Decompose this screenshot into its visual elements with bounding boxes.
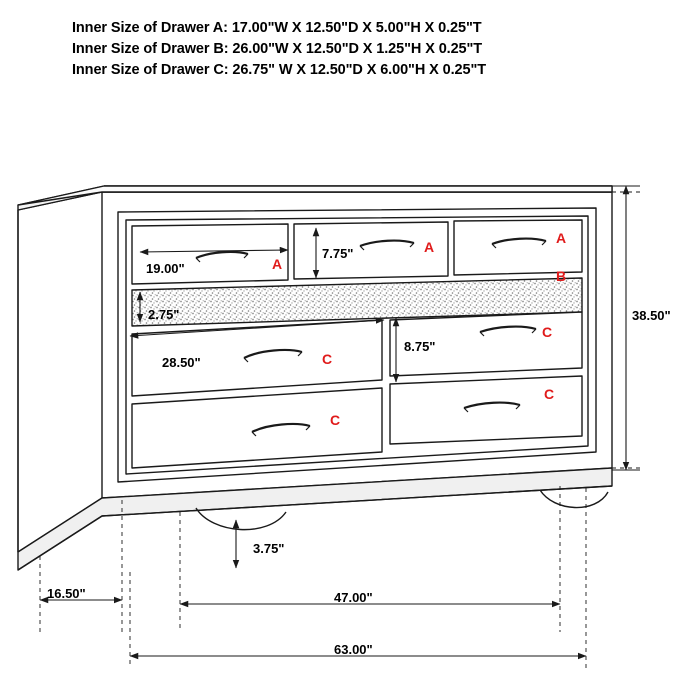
letter-a-top-right: A — [556, 230, 567, 246]
letter-c-middle-right: C — [542, 324, 553, 340]
letter-c-bottom-right: C — [544, 386, 555, 402]
letter-a-top-middle: A — [424, 239, 435, 255]
dim-height-top-drawer: 7.75" — [322, 246, 354, 261]
spec-line-drawer-a: Inner Size of Drawer A: 17.00"W X 12.50"D X 5.00"H X 0.25"T — [72, 20, 482, 36]
letter-a-top-left: A — [272, 256, 283, 272]
dim-base-height: 3.75" — [253, 541, 285, 556]
letter-b-glitter: B — [556, 268, 567, 284]
letter-c-bottom-left: C — [330, 412, 341, 428]
dim-width-lower-left-drawer: 28.50" — [162, 355, 201, 370]
spec-line-drawer-b: Inner Size of Drawer B: 26.00"W X 12.50"D X 1.25"H X 0.25"T — [72, 41, 483, 57]
spec-line-drawer-c: Inner Size of Drawer C: 26.75" W X 12.50"D X 6.00"H X 0.25"T — [72, 62, 486, 78]
dim-base-width: 47.00" — [334, 590, 373, 605]
dim-overall-height: 38.50" — [632, 308, 671, 323]
dim-width-top-left-drawer: 19.00" — [146, 261, 185, 276]
dim-height-lower-drawer: 8.75" — [404, 339, 436, 354]
dim-overall-width: 63.00" — [334, 642, 373, 657]
dim-height-glitter-drawer: 2.75" — [148, 307, 180, 322]
dim-depth: 16.50" — [47, 586, 86, 601]
letter-c-middle-left: C — [322, 351, 333, 367]
